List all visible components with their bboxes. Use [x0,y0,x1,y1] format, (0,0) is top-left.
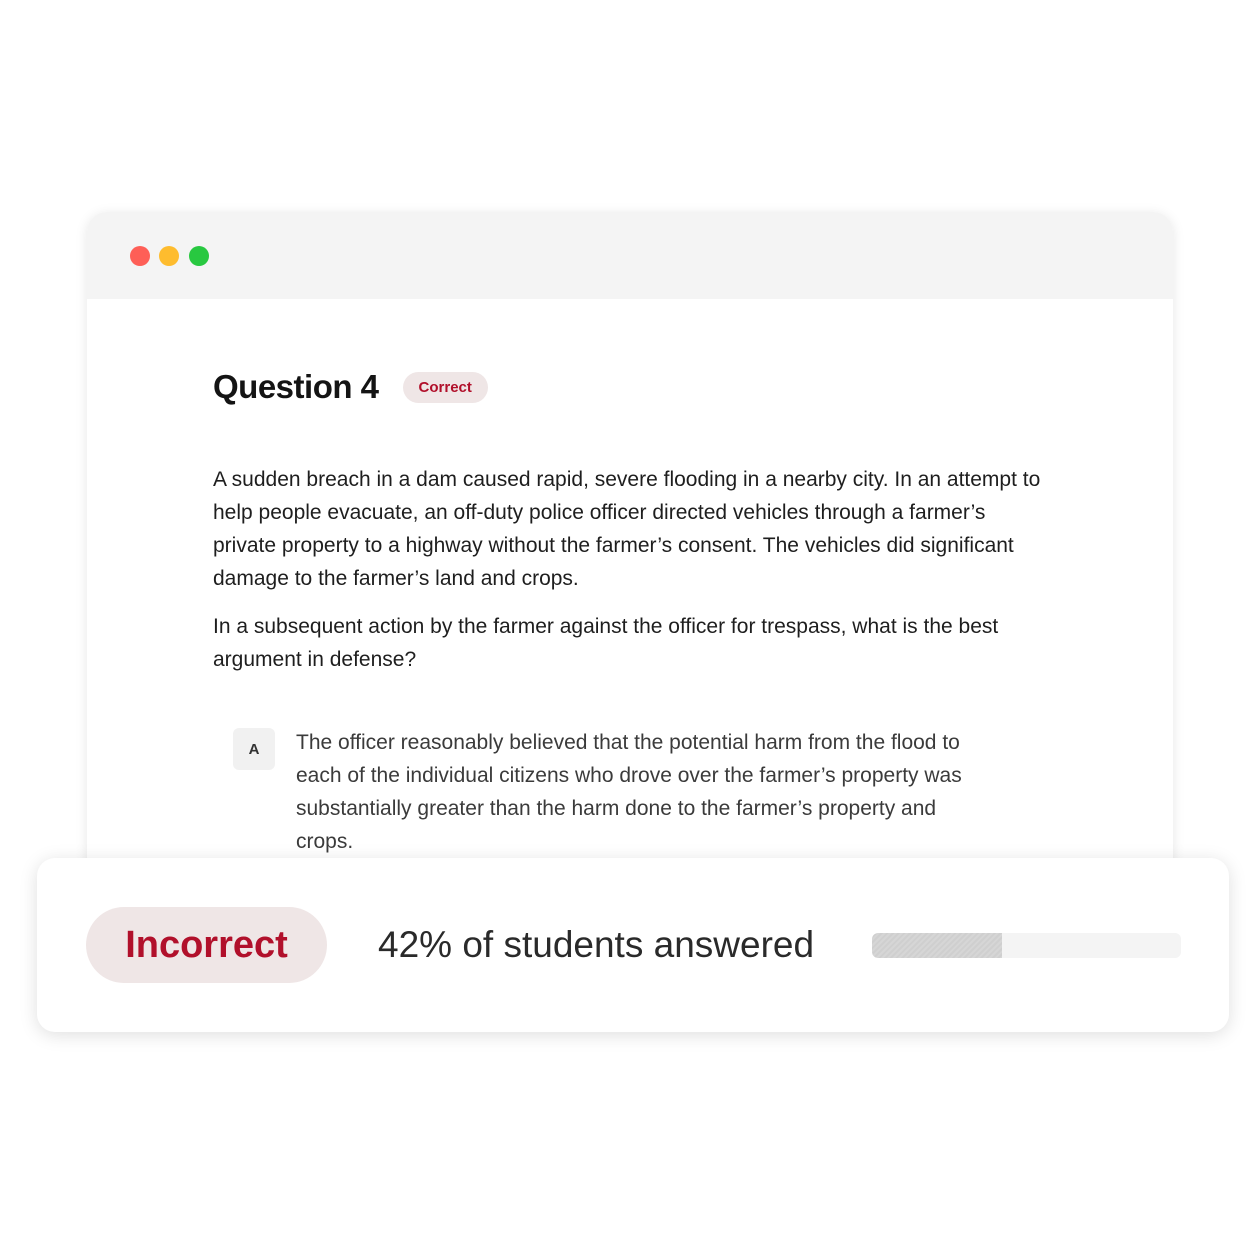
question-content [213,362,1053,676]
status-badge: Correct [403,372,488,403]
answer-option-a[interactable] [233,726,993,872]
zoom-window-button[interactable] [189,246,209,266]
minimize-window-button[interactable] [159,246,179,266]
question-prompt: In a subsequent action by the farmer against the officer for trespass, what is the best argument in defense? [213,615,999,671]
result-stat: 42% of students answered [378,924,815,965]
answer-progress-bar [872,933,1181,958]
close-window-button[interactable] [130,246,150,266]
question-title: Question 4 [213,368,379,405]
option-letter: A [233,728,275,770]
window-titlebar [87,212,1173,299]
answer-progress-fill [872,933,1002,958]
result-label: Incorrect [86,907,327,983]
result-card [37,858,1229,1032]
browser-window [87,212,1173,872]
question-header [213,362,1053,412]
question-stem: A sudden breach in a dam caused rapid, severe flooding in a nearby city. In an attempt to help people evacuate, an off-duty police officer directed vehicles through a farmer’s private property to a highway without the farmer’s consent. The vehicles did significant damage to the farmer’s land and crops. [213,468,1041,590]
option-text: The officer reasonably believed that the potential harm from the flood to each of the individual citizens who drove over the farmer’s property was substantially greater than the harm done to the farmer’s property and crops. [296,731,962,853]
